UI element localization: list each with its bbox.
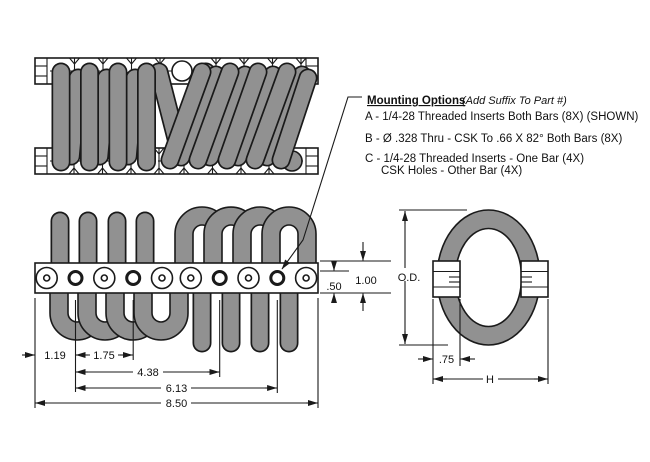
dim-od: O.D. <box>397 272 421 284</box>
dim-6-13: 6.13 <box>165 383 188 395</box>
dim-8-50: 8.50 <box>165 398 188 410</box>
dim-0-50: .50 <box>326 281 342 293</box>
cable-ring-inner <box>456 229 522 327</box>
mounting-option-b: B - Ø .328 Thru - CSK To .66 X 82° Both Bars (8X) <box>365 133 623 145</box>
dim-1-75: 1.75 <box>93 350 115 362</box>
dim-1-19: 1.19 <box>44 350 66 362</box>
lower-loops <box>50 288 289 343</box>
dim-4-38: 4.38 <box>137 367 159 379</box>
top-view <box>35 58 318 174</box>
side-view <box>22 207 391 410</box>
mounting-option-a: A - 1/4-28 Threaded Inserts Both Bars (8X) (SHOWN) <box>365 111 639 123</box>
mounting-option-c-line2: CSK Holes - Other Bar (4X) <box>381 165 523 177</box>
bar-hole-open <box>172 61 192 81</box>
dim-h: H <box>486 374 494 386</box>
end-view-right-bar <box>521 261 548 297</box>
mounting-option-c-line1: C - 1/4-28 Threaded Inserts - One Bar (4X) <box>365 153 585 165</box>
end-view <box>393 210 548 386</box>
mounting-options-note <box>365 95 639 177</box>
mounting-options-heading: Mounting Options <box>367 95 466 107</box>
end-view-left-bar <box>433 261 460 297</box>
dim-0-75: .75 <box>438 354 455 366</box>
dim-1-00: 1.00 <box>355 275 377 287</box>
mounting-options-suffix: (Add Suffix To Part #) <box>462 95 567 107</box>
